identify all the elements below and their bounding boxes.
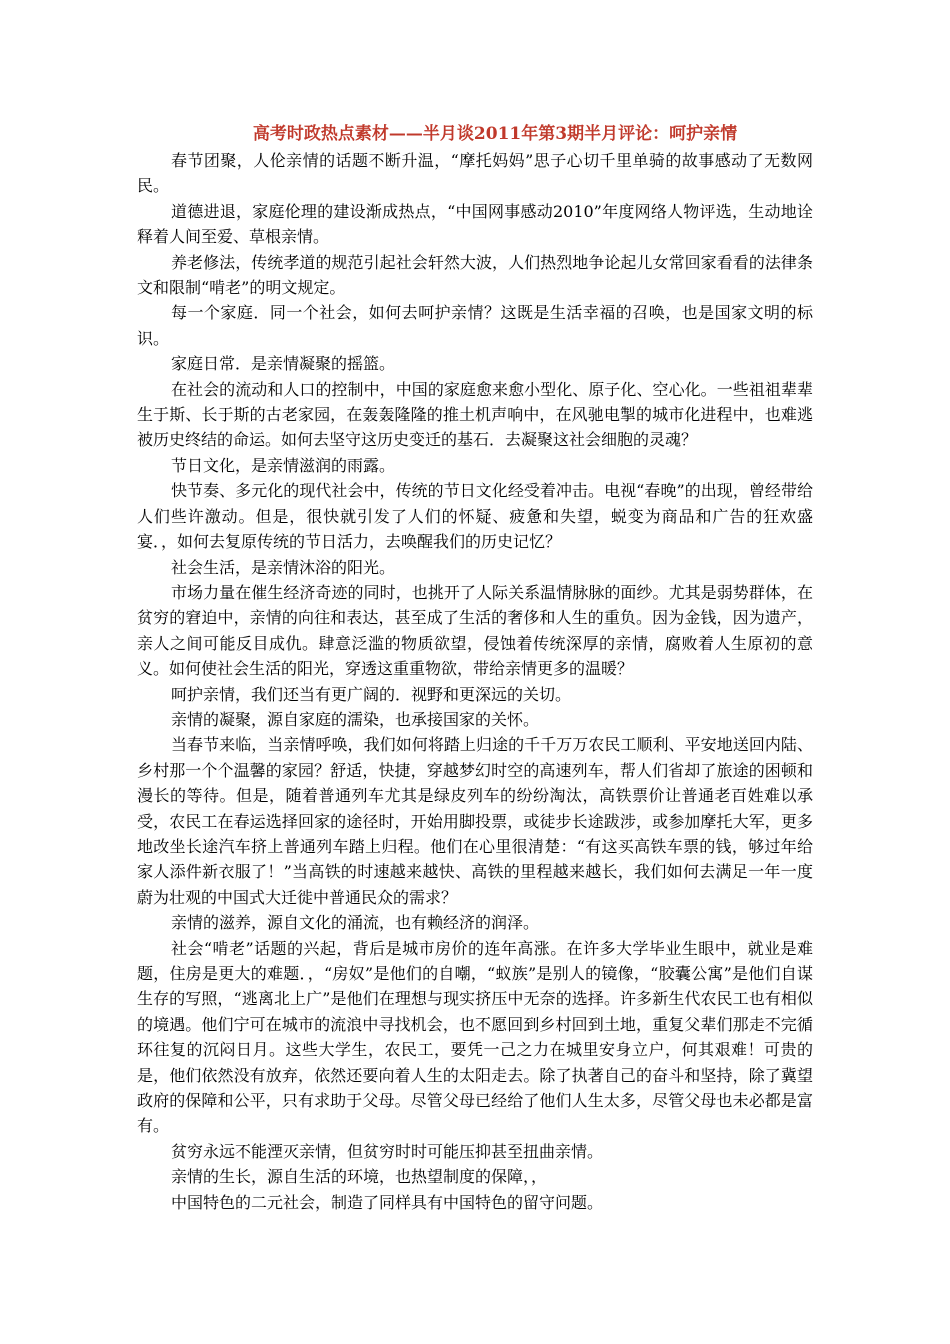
- paragraph: 亲情的生长，源自生活的环境，也热望制度的保障，，: [171, 1167, 548, 1187]
- paragraph: 当春节来临，当亲情呼唤，我们如何将踏上归途的千千万万农民工顺利、平安地送回内陆、乡村那一个个温馨的家园？舒适，快捷，穿越梦幻时空的高速列车，帮人们省却了旅途的困顿和漫长的等待。但是，随着普通列车尤其是绿皮列车的纷纷淘汰，高铁票价让普通老百姓难以承受，农民工在春运选择回家的途径时，开始用脚投票，或徒步长途跋涉，或参加摩托大军，更多地改坐长途汽车挤上普通列车踏上归程。他们在心里很清楚：“有这买高铁车票的钱，够过年给家人添件新衣服了！”当高铁的时速越来越快、高铁的里程越来越长，我们如何去满足一年一度蔚为壮观的中国式大迁徙中普通民众的需求？: [137, 735, 813, 907]
- paragraph: 呵护亲情，我们还当有更广阔的．视野和更深远的关切。: [171, 684, 572, 704]
- paragraph: 春节团聚，人伦亲情的话题不断升温，“摩托妈妈”思子心切千里单骑的故事感动了无数网民。: [137, 151, 813, 196]
- paragraph: 亲情的凝聚，源自家庭的濡染，也承接国家的关怀。: [171, 709, 540, 729]
- document-body: [137, 148, 813, 1215]
- paragraph: 社会生活，是亲情沐浴的阳光。: [171, 557, 396, 577]
- paragraph: 贫穷永远不能湮灭亲情，但贫穷时时可能压抑甚至扭曲亲情。: [171, 1141, 604, 1161]
- paragraph: 每一个家庭．同一个社会，如何去呵护亲情？这既是生活幸福的召唤，也是国家文明的标识。: [137, 303, 813, 348]
- paragraph: 社会“啃老”话题的兴起，背后是城市房价的连年高涨。在许多大学毕业生眼中，就业是难题，住房是更大的难题．，“房奴”是他们的自嘲，“蚁族”是别人的镜像，“胶囊公寓”是他们自谋生存的写照，“逃离北上广”是他们在理想与现实挤压中无奈的选择。许多新生代农民工也有相似的境遇。他们宁可在城市的流浪中寻找机会，也不愿回到乡村回到土地，重复父辈们那走不完循环往复的沉闷日月。这些大学生，农民工，要凭一己之力在城里安身立户，何其艰难！可贵的是，他们依然没有放弃，依然还要向着人生的太阳走去。除了执著自己的奋斗和坚持，除了冀望政府的保障和公平，只有求助于父母。尽管父母已经给了他们人生太多，尽管父母也未必都是富有。: [137, 938, 813, 1136]
- document-title: 高考时政热点素材——半月谈2011年第3期半月评论：呵护亲情: [252, 124, 738, 144]
- paragraph: 快节奏、多元化的现代社会中，传统的节日文化经受着冲击。电视“春晚”的出现，曾经带给人们些许激动。但是，很快就引发了人们的怀疑、疲惫和失望，蜕变为商品和广告的狂欢盛宴．，如何去复原传统的节日活力，去唤醒我们的历史记忆？: [137, 481, 813, 552]
- paragraph: 道德进退，家庭伦理的建设渐成热点，“中国网事感动2010”年度网络人物评选，生动地诠释着人间至爱、草根亲情。: [137, 201, 813, 247]
- paragraph: 在社会的流动和人口的控制中，中国的家庭愈来愈小型化、原子化、空心化。一些祖祖辈辈生于斯、长于斯的古老家园，在轰轰隆隆的推土机声响中，在风驰电掣的城市化进程中，也难逃被历史终结的命运。如何去坚守这历史变迁的基石．去凝聚这社会细胞的灵魂？: [137, 379, 813, 450]
- paragraph: 节日文化，是亲情滋润的雨露。: [171, 455, 396, 475]
- paragraph: 亲情的滋养，源自文化的涌流，也有赖经济的润泽。: [171, 913, 540, 933]
- paragraph: 中国特色的二元社会，制造了同样具有中国特色的留守问题。: [171, 1192, 604, 1212]
- paragraph: 家庭日常．是亲情凝聚的摇篮。: [171, 354, 396, 374]
- paragraph: 市场力量在催生经济奇迹的同时，也挑开了人际关系温情脉脉的面纱。尤其是弱势群体，在贫穷的窘迫中，亲情的向往和表达，甚至成了生活的奢侈和人生的重负。因为金钱，因为遗产，亲人之间可能反目成仇。肆意泛滥的物质欲望，侵蚀着传统深厚的亲情，腐败着人生原初的意义。如何使社会生活的阳光，穿透这重重物欲，带给亲情更多的温暖？: [137, 582, 813, 679]
- paragraph: 养老修法，传统孝道的规范引起社会轩然大波，人们热烈地争论起儿女常回家看看的法律条文和限制“啃老”的明文规定。: [137, 252, 813, 298]
